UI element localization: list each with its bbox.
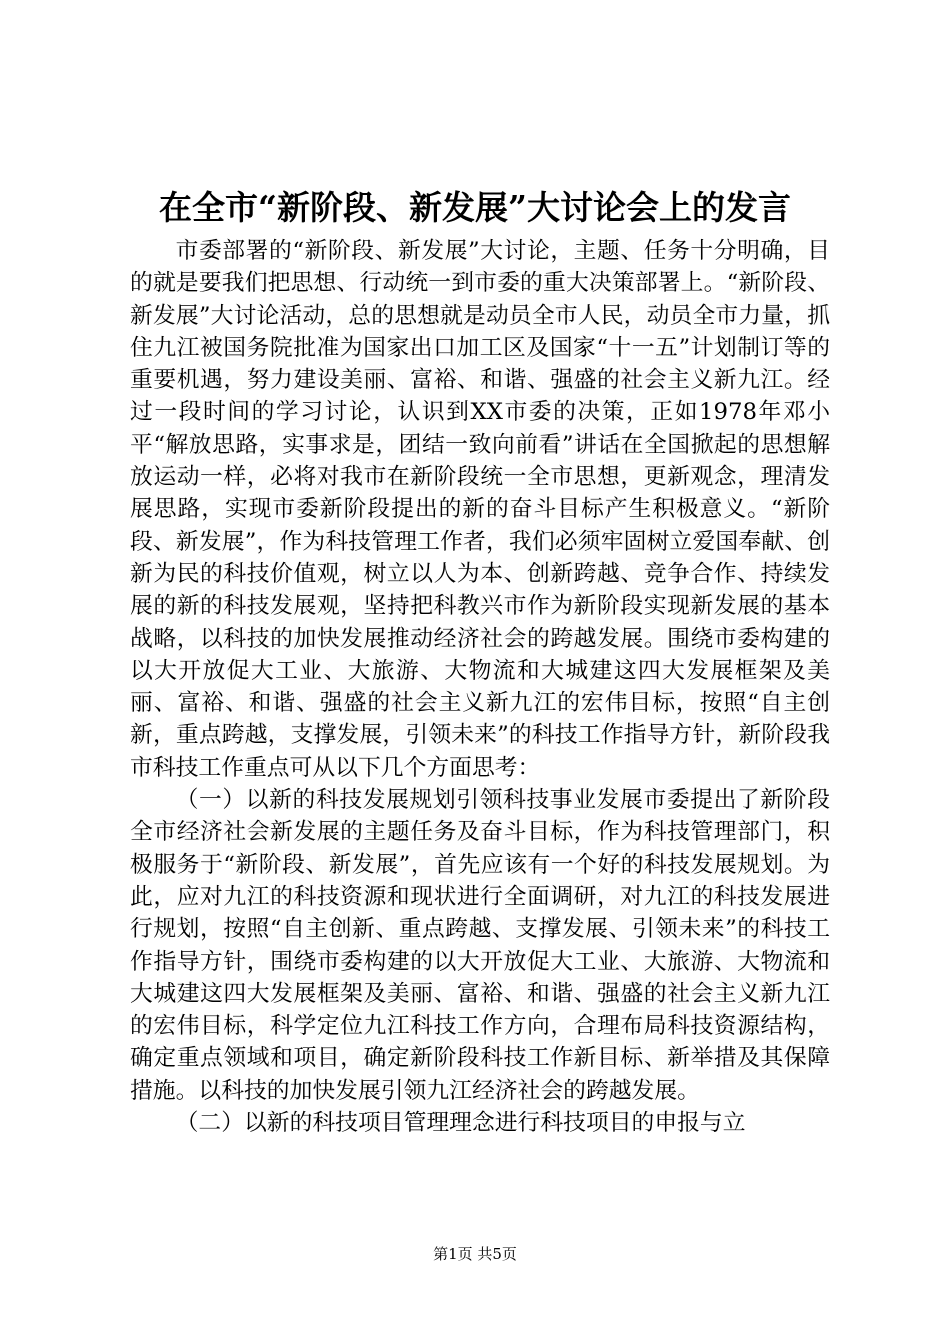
paragraph-intro: 市委部署的“新阶段、新发展”大讨论，主题、任务十分明确，目的就是要我们把思想、行动统一到市委的重大决策部署上。“新阶段、新发展”大讨论活动，总的思想就是动员全市人民，动员全市力量，抓住九江被国务院批准为国家出口加工区及国家“十一五”计划制订等的重要机遇，努力建设美丽、富裕、和谐、强盛的社会主义新九江。经过一段时间的学习讨论，认识到XX市委的决策，正如1978年邓小平“解放思路，实事求是，团结一致向前看”讲话在全国掀起的思想解放运动一样，必将对我市在新阶段统一全市思想，更新观念，理清发展思路，实现市委新阶段提出的新的奋斗目标产生积极意义。“新阶段、新发展”，作为科技管理工作者，我们必须牢固树立爱国奉献、创新为民的科技价值观，树立以人为本、创新跨越、竞争合作、持续发展的新的科技发展观，坚持把科教兴市作为新阶段实现新发展的基本战略，以科技的加快发展推动经济社会的跨越发展。围绕市委构建的以大开放促大工业、大旅游、大物流和大城建这四大发展框架及美丽、富裕、和谐、强盛的社会主义新九江的宏伟目标，按照“自主创新，重点跨越，支撑发展，引领未来”的科技工作指导方针，新阶段我市科技工作重点可从以下几个方面思考： — [130, 238, 830, 781]
document-body — [130, 235, 830, 1139]
document-title: 在全市“新阶段、新发展”大讨论会上的发言 — [159, 188, 791, 227]
paragraph-section-2: （二）以新的科技项目管理理念进行科技项目的申报与立 — [175, 1110, 746, 1137]
page-number: 第1页 共5页 — [433, 1245, 517, 1263]
paragraph-section-1: （一）以新的科技发展规划引领科技事业发展市委提出了新阶段全市经济社会新发展的主题任务及奋斗目标，作为科技管理部门，积极服务于“新阶段、新发展”，首先应该有一个好的科技发展规划。为此，应对九江的科技资源和现状进行全面调研，对九江的科技发展进行规划，按照“自主创新、重点跨越、支撑发展、引领未来”的科技工作指导方针，围绕市委构建的以大开放促大工业、大旅游、大物流和大城建这四大发展框架及美丽、富裕、和谐、强盛的社会主义新九江的宏伟目标，科学定位九江科技工作方向，合理布局科技资源结构，确定重点领域和项目，确定新阶段科技工作新目标、新举措及其保障措施。以科技的加快发展引领九江经济社会的跨越发展。 — [130, 787, 830, 1104]
